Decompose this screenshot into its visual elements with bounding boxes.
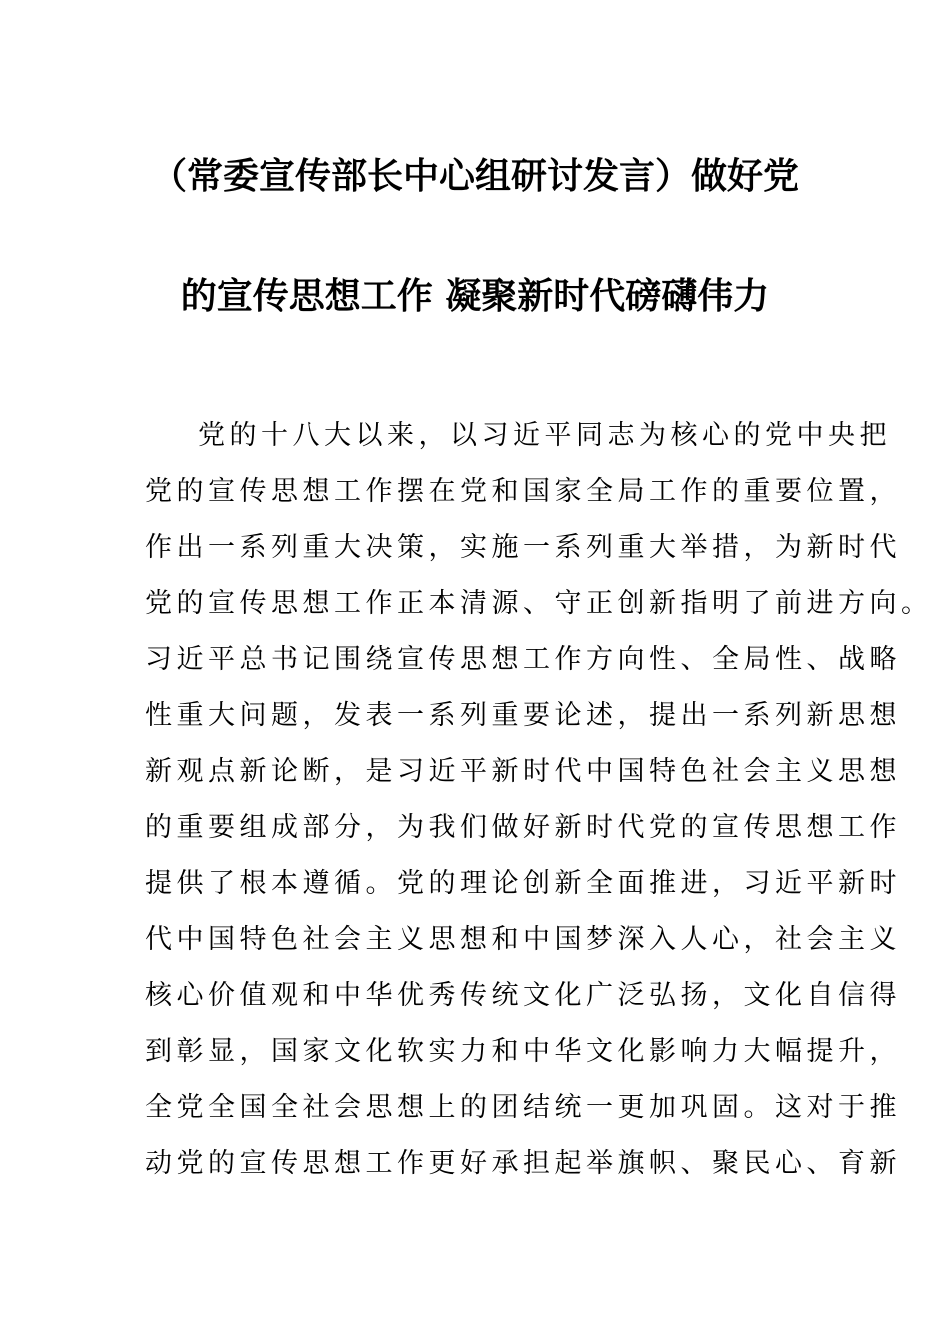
body-text-line: 代中国特色社会主义思想和中国梦深入人心，社会主义 <box>145 924 901 955</box>
body-text-line: 党的宣传思想工作正本清源、守正创新指明了前进方向。 <box>145 588 933 619</box>
body-text-line: 习近平总书记围绕宣传思想工作方向性、全局性、战略 <box>145 644 901 675</box>
body-text-line: 的重要组成部分，为我们做好新时代党的宣传思想工作 <box>145 812 901 843</box>
body-text-line: 作出一系列重大决策，实施一系列重大举措，为新时代 <box>145 532 901 563</box>
document-title-line-1: （常委宣传部长中心组研讨发言）做好党 <box>150 156 799 197</box>
body-text-line: 核心价值观和中华优秀传统文化广泛弘扬，文化自信得 <box>145 980 901 1011</box>
body-text-line: 性重大问题，发表一系列重要论述，提出一系列新思想 <box>145 700 901 731</box>
body-text-line: 新观点新论断，是习近平新时代中国特色社会主义思想 <box>145 756 901 787</box>
body-text-line: 到彰显，国家文化软实力和中华文化影响力大幅提升， <box>145 1036 901 1067</box>
body-text-line: 动党的宣传思想工作更好承担起举旗帜、聚民心、育新 <box>145 1148 901 1179</box>
body-text-line: 党的宣传思想工作摆在党和国家全局工作的重要位置， <box>145 476 901 507</box>
body-text-line: 提供了根本遵循。党的理论创新全面推进，习近平新时 <box>145 868 901 899</box>
body-text-line: 全党全国全社会思想上的团结统一更加巩固。这对于推 <box>145 1092 901 1123</box>
document-title-line-2: 的宣传思想工作 凝聚新时代磅礴伟力 <box>180 276 770 317</box>
body-text-line: 党的十八大以来，以习近平同志为核心的党中央把 <box>198 420 891 451</box>
